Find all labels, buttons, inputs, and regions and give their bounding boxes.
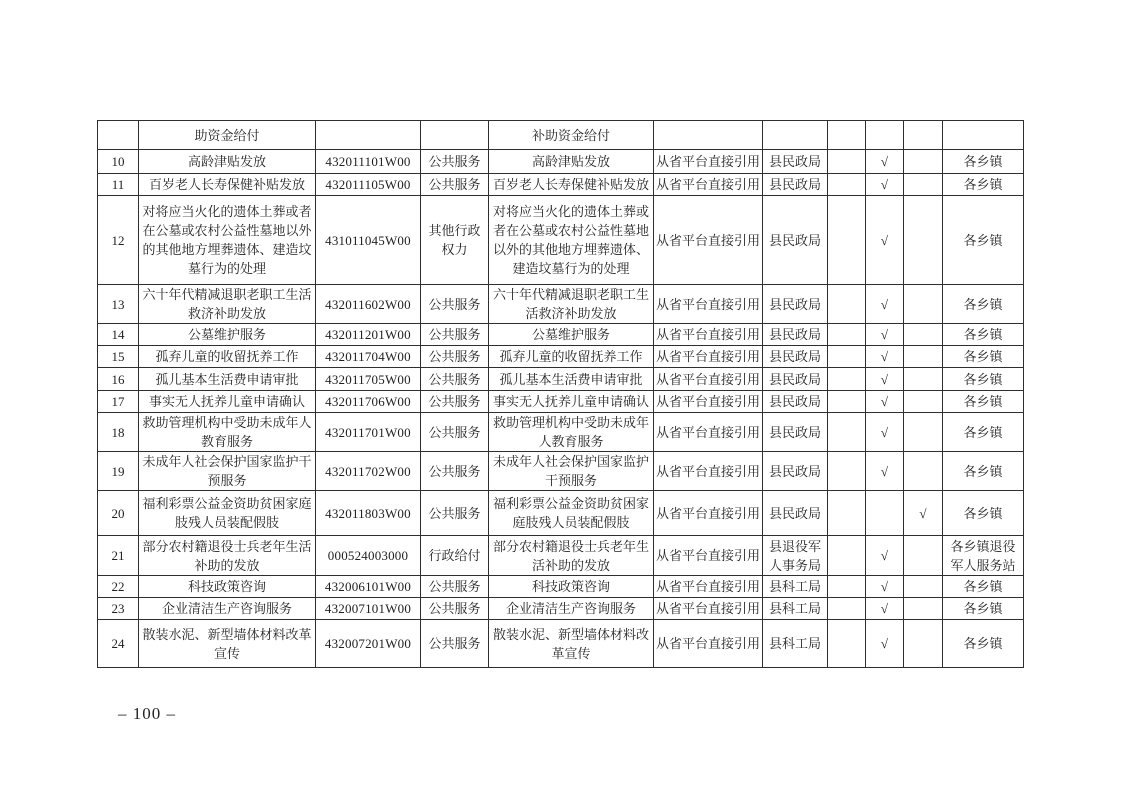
checkmark-cell <box>904 324 943 346</box>
checkmark-cell: √ <box>866 391 904 413</box>
source-method-cell: 从省平台直接引用 <box>654 413 763 452</box>
department-cell: 县退役军人事务局 <box>763 536 828 576</box>
item-code-cell: 432011803W00 <box>316 491 421 536</box>
row-number-cell: 24 <box>98 620 139 668</box>
checkmark-cell <box>904 452 943 491</box>
power-type-cell: 公共服务 <box>421 150 489 174</box>
item-name-cell: 助资金给付 <box>139 121 316 150</box>
source-method-cell: 从省平台直接引用 <box>654 620 763 668</box>
checkmark-cell <box>904 391 943 413</box>
row-number-cell: 16 <box>98 368 139 391</box>
service-item-cell: 部分农村籍退役士兵老年生活补助的发放 <box>489 536 654 576</box>
power-type-cell: 公共服务 <box>421 598 489 620</box>
source-method-cell: 从省平台直接引用 <box>654 576 763 598</box>
department-cell: 县民政局 <box>763 346 828 368</box>
item-code-cell: 432011702W00 <box>316 452 421 491</box>
row-number-cell <box>98 121 139 150</box>
service-location-cell: 各乡镇 <box>943 174 1024 196</box>
row-number-cell: 17 <box>98 391 139 413</box>
blank-cell <box>828 174 866 196</box>
table-row <box>98 150 1024 174</box>
blank-cell <box>828 121 866 150</box>
item-code-cell: 431011045W00 <box>316 196 421 285</box>
checkmark-cell: √ <box>866 452 904 491</box>
checkmark-cell: √ <box>866 413 904 452</box>
service-location-cell: 各乡镇 <box>943 620 1024 668</box>
item-code-cell: 432011705W00 <box>316 368 421 391</box>
service-item-cell: 福利彩票公益金资助贫困家庭肢残人员装配假肢 <box>489 491 654 536</box>
item-code-cell: 432011201W00 <box>316 324 421 346</box>
service-item-cell: 公墓维护服务 <box>489 324 654 346</box>
service-location-cell: 各乡镇 <box>943 368 1024 391</box>
item-name-cell: 企业清洁生产咨询服务 <box>139 598 316 620</box>
blank-cell <box>828 324 866 346</box>
item-code-cell: 432007101W00 <box>316 598 421 620</box>
table-row <box>98 576 1024 598</box>
service-location-cell <box>943 121 1024 150</box>
power-type-cell: 其他行政权力 <box>421 196 489 285</box>
blank-cell <box>828 196 866 285</box>
page-number: – 100 – <box>118 704 176 723</box>
blank-cell <box>828 452 866 491</box>
checkmark-cell: √ <box>866 576 904 598</box>
row-number-cell: 12 <box>98 196 139 285</box>
row-number-cell: 15 <box>98 346 139 368</box>
power-type-cell: 公共服务 <box>421 368 489 391</box>
service-location-cell: 各乡镇 <box>943 576 1024 598</box>
table-row <box>98 391 1024 413</box>
row-number-cell: 23 <box>98 598 139 620</box>
service-location-cell: 各乡镇 <box>943 346 1024 368</box>
row-number-cell: 22 <box>98 576 139 598</box>
table-row <box>98 598 1024 620</box>
blank-cell <box>828 413 866 452</box>
services-table <box>97 120 1024 668</box>
checkmark-cell: √ <box>866 346 904 368</box>
item-name-cell: 公墓维护服务 <box>139 324 316 346</box>
power-type-cell: 公共服务 <box>421 413 489 452</box>
table-row <box>98 174 1024 196</box>
department-cell: 县民政局 <box>763 150 828 174</box>
service-item-cell: 孤弃儿童的收留抚养工作 <box>489 346 654 368</box>
checkmark-cell <box>866 491 904 536</box>
item-name-cell: 孤儿基本生活费申请审批 <box>139 368 316 391</box>
checkmark-cell <box>904 413 943 452</box>
service-item-cell: 救助管理机构中受助未成年人教育服务 <box>489 413 654 452</box>
item-name-cell: 科技政策咨询 <box>139 576 316 598</box>
source-method-cell: 从省平台直接引用 <box>654 452 763 491</box>
row-number-cell: 20 <box>98 491 139 536</box>
item-name-cell: 散装水泥、新型墙体材料改革宣传 <box>139 620 316 668</box>
department-cell: 县民政局 <box>763 452 828 491</box>
department-cell: 县民政局 <box>763 491 828 536</box>
checkmark-cell: √ <box>866 285 904 324</box>
checkmark-cell <box>904 150 943 174</box>
table-row <box>98 491 1024 536</box>
table-row <box>98 368 1024 391</box>
item-name-cell: 高龄津贴发放 <box>139 150 316 174</box>
service-item-cell: 企业清洁生产咨询服务 <box>489 598 654 620</box>
checkmark-cell <box>904 576 943 598</box>
item-name-cell: 百岁老人长寿保健补贴发放 <box>139 174 316 196</box>
department-cell: 县民政局 <box>763 391 828 413</box>
item-code-cell: 432011101W00 <box>316 150 421 174</box>
service-location-cell: 各乡镇 <box>943 324 1024 346</box>
service-item-cell: 孤儿基本生活费申请审批 <box>489 368 654 391</box>
blank-cell <box>828 368 866 391</box>
power-type-cell: 公共服务 <box>421 452 489 491</box>
power-type-cell: 公共服务 <box>421 491 489 536</box>
service-item-cell: 补助资金给付 <box>489 121 654 150</box>
source-method-cell: 从省平台直接引用 <box>654 174 763 196</box>
item-name-cell: 对将应当火化的遗体土葬或者在公墓或农村公益性墓地以外的其他地方埋葬遗体、建造坟墓行为的处理 <box>139 196 316 285</box>
checkmark-cell <box>904 174 943 196</box>
checkmark-cell: √ <box>904 491 943 536</box>
item-code-cell: 432007201W00 <box>316 620 421 668</box>
power-type-cell: 公共服务 <box>421 285 489 324</box>
source-method-cell <box>654 121 763 150</box>
checkmark-cell <box>904 620 943 668</box>
service-item-cell: 事实无人抚养儿童申请确认 <box>489 391 654 413</box>
source-method-cell: 从省平台直接引用 <box>654 346 763 368</box>
checkmark-cell: √ <box>866 368 904 391</box>
checkmark-cell: √ <box>866 196 904 285</box>
item-code-cell: 432011706W00 <box>316 391 421 413</box>
item-code-cell <box>316 121 421 150</box>
service-item-cell: 科技政策咨询 <box>489 576 654 598</box>
item-name-cell: 部分农村籍退役士兵老年生活补助的发放 <box>139 536 316 576</box>
blank-cell <box>828 391 866 413</box>
checkmark-cell <box>904 121 943 150</box>
service-location-cell: 各乡镇 <box>943 196 1024 285</box>
checkmark-cell: √ <box>866 620 904 668</box>
table-row <box>98 452 1024 491</box>
source-method-cell: 从省平台直接引用 <box>654 196 763 285</box>
service-location-cell: 各乡镇 <box>943 491 1024 536</box>
services-table-body <box>98 121 1024 668</box>
service-location-cell: 各乡镇 <box>943 598 1024 620</box>
service-location-cell: 各乡镇 <box>943 452 1024 491</box>
checkmark-cell: √ <box>866 324 904 346</box>
row-number-cell: 13 <box>98 285 139 324</box>
service-item-cell: 未成年人社会保护国家监护干预服务 <box>489 452 654 491</box>
row-number-cell: 19 <box>98 452 139 491</box>
blank-cell <box>828 346 866 368</box>
service-location-cell: 各乡镇 <box>943 150 1024 174</box>
source-method-cell: 从省平台直接引用 <box>654 285 763 324</box>
checkmark-cell: √ <box>866 174 904 196</box>
item-code-cell: 432011105W00 <box>316 174 421 196</box>
blank-cell <box>828 491 866 536</box>
item-name-cell: 六十年代精减退职老职工生活救济补助发放 <box>139 285 316 324</box>
blank-cell <box>828 576 866 598</box>
source-method-cell: 从省平台直接引用 <box>654 368 763 391</box>
checkmark-cell <box>866 121 904 150</box>
table-row <box>98 346 1024 368</box>
source-method-cell: 从省平台直接引用 <box>654 150 763 174</box>
service-location-cell: 各乡镇退役军人服务站 <box>943 536 1024 576</box>
source-method-cell: 从省平台直接引用 <box>654 598 763 620</box>
table-row <box>98 196 1024 285</box>
service-location-cell: 各乡镇 <box>943 413 1024 452</box>
checkmark-cell <box>904 368 943 391</box>
continuation-row <box>98 121 1024 150</box>
service-item-cell: 百岁老人长寿保健补贴发放 <box>489 174 654 196</box>
department-cell: 县民政局 <box>763 413 828 452</box>
department-cell: 县科工局 <box>763 576 828 598</box>
power-type-cell: 公共服务 <box>421 391 489 413</box>
department-cell: 县民政局 <box>763 285 828 324</box>
service-location-cell: 各乡镇 <box>943 391 1024 413</box>
row-number-cell: 11 <box>98 174 139 196</box>
blank-cell <box>828 536 866 576</box>
checkmark-cell: √ <box>866 598 904 620</box>
table-row <box>98 324 1024 346</box>
checkmark-cell: √ <box>866 536 904 576</box>
service-item-cell: 六十年代精减退职老职工生活救济补助发放 <box>489 285 654 324</box>
source-method-cell: 从省平台直接引用 <box>654 536 763 576</box>
source-method-cell: 从省平台直接引用 <box>654 324 763 346</box>
checkmark-cell <box>904 536 943 576</box>
power-type-cell <box>421 121 489 150</box>
power-type-cell: 公共服务 <box>421 346 489 368</box>
department-cell: 县科工局 <box>763 598 828 620</box>
row-number-cell: 14 <box>98 324 139 346</box>
row-number-cell: 18 <box>98 413 139 452</box>
item-name-cell: 事实无人抚养儿童申请确认 <box>139 391 316 413</box>
power-type-cell: 公共服务 <box>421 576 489 598</box>
source-method-cell: 从省平台直接引用 <box>654 391 763 413</box>
power-type-cell: 公共服务 <box>421 174 489 196</box>
item-code-cell: 000524003000 <box>316 536 421 576</box>
item-name-cell: 福利彩票公益金资助贫困家庭肢残人员装配假肢 <box>139 491 316 536</box>
department-cell: 县科工局 <box>763 620 828 668</box>
blank-cell <box>828 285 866 324</box>
checkmark-cell <box>904 598 943 620</box>
power-type-cell: 公共服务 <box>421 620 489 668</box>
row-number-cell: 21 <box>98 536 139 576</box>
blank-cell <box>828 150 866 174</box>
checkmark-cell <box>904 196 943 285</box>
department-cell <box>763 121 828 150</box>
checkmark-cell <box>904 285 943 324</box>
table-row <box>98 285 1024 324</box>
item-name-cell: 未成年人社会保护国家监护干预服务 <box>139 452 316 491</box>
service-item-cell: 高龄津贴发放 <box>489 150 654 174</box>
department-cell: 县民政局 <box>763 174 828 196</box>
item-code-cell: 432011701W00 <box>316 413 421 452</box>
power-type-cell: 行政给付 <box>421 536 489 576</box>
department-cell: 县民政局 <box>763 196 828 285</box>
table-row <box>98 536 1024 576</box>
table-row <box>98 620 1024 668</box>
item-name-cell: 救助管理机构中受助未成年人教育服务 <box>139 413 316 452</box>
checkmark-cell: √ <box>866 150 904 174</box>
source-method-cell: 从省平台直接引用 <box>654 491 763 536</box>
checkmark-cell <box>904 346 943 368</box>
service-item-cell: 散装水泥、新型墙体材料改革宣传 <box>489 620 654 668</box>
service-item-cell: 对将应当火化的遗体土葬或者在公墓或农村公益性墓地以外的其他地方埋葬遗体、建造坟墓行为的处理 <box>489 196 654 285</box>
department-cell: 县民政局 <box>763 368 828 391</box>
item-name-cell: 孤弃儿童的收留抚养工作 <box>139 346 316 368</box>
power-type-cell: 公共服务 <box>421 324 489 346</box>
blank-cell <box>828 620 866 668</box>
blank-cell <box>828 598 866 620</box>
table-row <box>98 413 1024 452</box>
item-code-cell: 432011602W00 <box>316 285 421 324</box>
item-code-cell: 432011704W00 <box>316 346 421 368</box>
row-number-cell: 10 <box>98 150 139 174</box>
department-cell: 县民政局 <box>763 324 828 346</box>
item-code-cell: 432006101W00 <box>316 576 421 598</box>
service-location-cell: 各乡镇 <box>943 285 1024 324</box>
